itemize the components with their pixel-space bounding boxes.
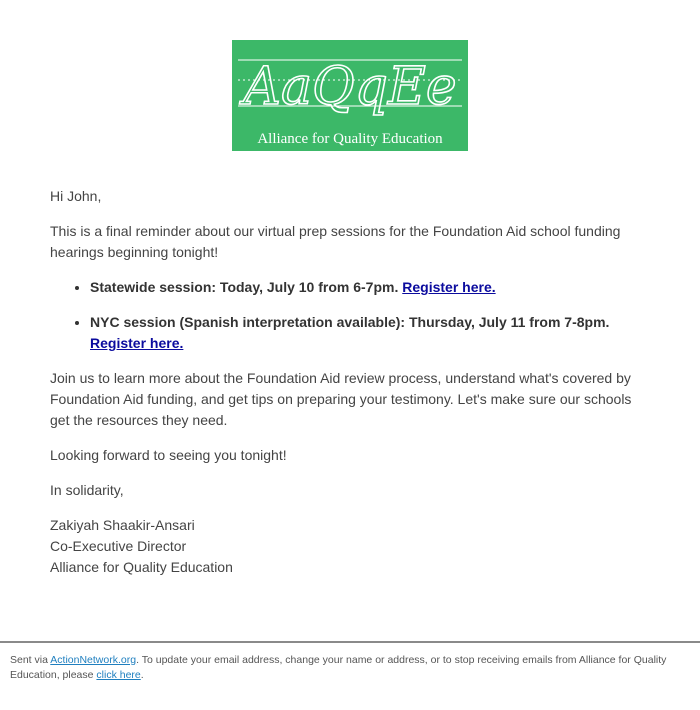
body-paragraph: Join us to learn more about the Foundation Aid review process, understand what's covered by Foundation Aid funding, and get tips on preparing your testimony. Let's make sure our schools get the resources they need. bbox=[50, 370, 632, 428]
signature-name: Zakiyah Shaakir-Ansari bbox=[50, 517, 195, 533]
actionnetwork-link[interactable]: ActionNetwork.org bbox=[50, 654, 137, 666]
footer-text: . To update your email address, change your name or address, or to stop receiving emails from Alliance for Quality Education, please bbox=[10, 654, 667, 681]
aqe-logo-graphic bbox=[232, 40, 468, 151]
closing-line: Looking forward to seeing you tonight! bbox=[50, 447, 287, 463]
list-item bbox=[90, 277, 650, 298]
session-list bbox=[50, 277, 650, 354]
footer-suffix: . bbox=[140, 669, 144, 681]
register-link-nyc[interactable]: Register here. bbox=[90, 335, 184, 351]
signature bbox=[50, 515, 650, 578]
session-text: NYC session (Spanish interpretation available): Thursday, July 11 from 7-8pm. bbox=[90, 314, 610, 330]
logo-org-name: Alliance for Quality Education bbox=[257, 131, 443, 147]
footer bbox=[10, 653, 680, 683]
intro-paragraph: This is a final reminder about our virtual prep sessions for the Foundation Aid school funding hearings beginning tonight! bbox=[50, 223, 621, 260]
greeting: Hi John, bbox=[50, 188, 102, 204]
signoff: In solidarity, bbox=[50, 482, 124, 498]
logo-monogram: AaQqEe bbox=[243, 57, 457, 117]
signature-org: Alliance for Quality Education bbox=[50, 559, 233, 575]
email-body bbox=[50, 186, 650, 578]
aqe-logo bbox=[232, 40, 468, 151]
session-text: Statewide session: Today, July 10 from 6-7pm. bbox=[90, 279, 399, 295]
unsubscribe-link[interactable]: click here bbox=[96, 669, 141, 681]
footer-prefix: Sent via bbox=[10, 654, 51, 666]
footer-divider bbox=[0, 641, 700, 643]
list-item bbox=[90, 312, 650, 354]
register-link-statewide[interactable]: Register here. bbox=[402, 279, 496, 295]
signature-title: Co-Executive Director bbox=[50, 538, 187, 554]
